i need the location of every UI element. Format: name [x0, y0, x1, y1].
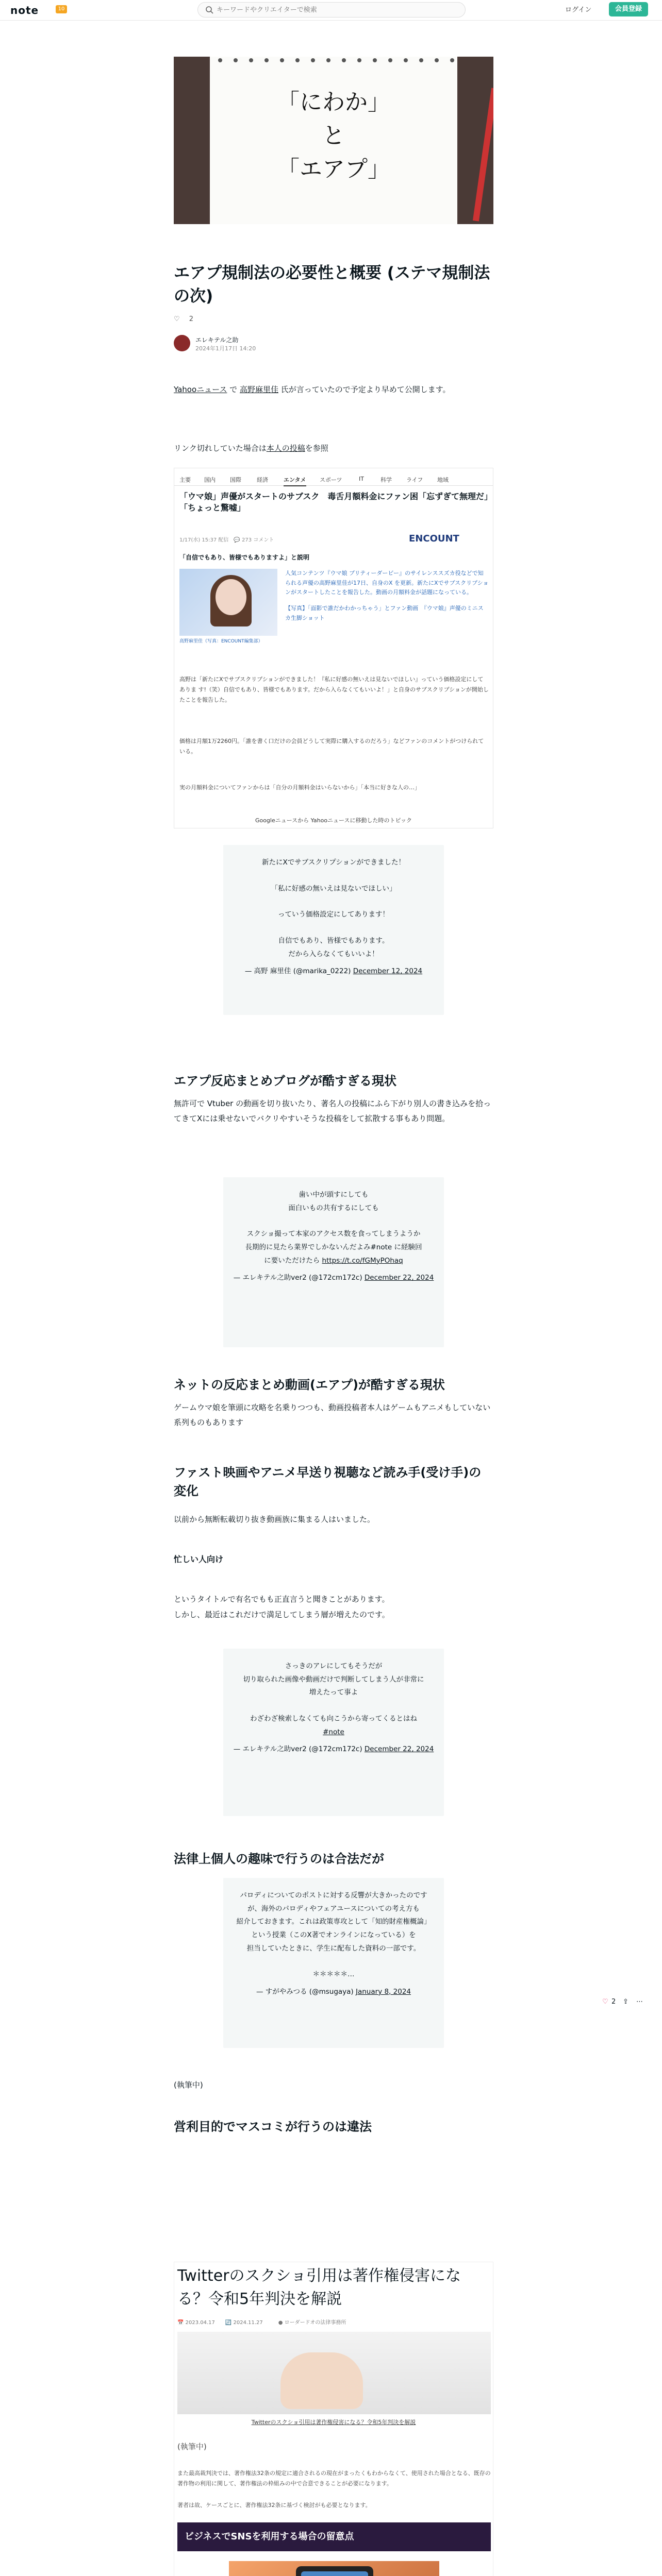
author-name[interactable]: エレキテル之助: [195, 336, 239, 344]
tweet-line: わざわざ検索しなくても向こうから寄ってくるとはね: [250, 1714, 417, 1723]
tweet-line: 新たにXでサブスクリプションができました！: [262, 858, 405, 867]
section-heading: ファスト映画やアニメ早送り視聴など読み手(受け手)の変化: [174, 1465, 482, 1498]
card-title[interactable]: Twitterのスクショ引用は著作権侵害になる？令和5年判決を解説: [177, 2267, 461, 2308]
tweet-line: 歯い中が頭すにしても: [299, 1191, 369, 1199]
eyecatch-image: [174, 57, 493, 224]
yahoo-tab: 経済: [257, 477, 268, 483]
card-meta: 📅 2023.04.17 🔄 2024.11.27 ● ローダードオの法律事務所: [177, 2320, 346, 2326]
tweet-line: パロディについてのポストに対する反響が大きかったのですが、海外のパロディやフェアユースについての考え方も: [240, 1891, 427, 1913]
tweet-line: っていう価格設定にしてあります！: [278, 910, 389, 919]
sub-heading: 忙しい人向け: [174, 1554, 224, 1564]
search-box[interactable]: [197, 2, 466, 18]
notebook-rings: [210, 57, 457, 64]
floating-like-count: 2: [611, 1998, 616, 2006]
intro2-post: を参照: [305, 444, 328, 453]
tweet-hashtag-link[interactable]: #note: [323, 1727, 344, 1736]
article-link-card[interactable]: [174, 2262, 493, 2576]
yahoo-tab: ライフ: [406, 477, 423, 483]
tweet-line: 担当していたときに、学生に配布した資料の一部です。: [246, 1944, 421, 1953]
tweet-line: だから入らなくてもいいよ！: [288, 950, 379, 958]
yahoo-text-1: 高野は「新たにXでサブスクリプションができました！『私に好感の無いえは見ないでほしい』っていう価格設定にしてありま す!（笑）自信でもあり、皆様でもあります。だから入らなくてもいいよ！」と自身のサブスクリプションが開始したことを報告した。: [179, 676, 489, 703]
tweet-tco-link[interactable]: https://t.co/fGMyPOhaq: [322, 1256, 403, 1265]
article-title: エアプ規制法の必要性と概要 (ステマ規制法の次): [174, 264, 490, 306]
top-header: [0, 0, 662, 21]
embedded-tweet: [223, 1649, 444, 1816]
photo-caption: 高野麻里佳（写真：ENCOUNT編集部）: [179, 639, 263, 644]
tweet-line: [236, 1955, 432, 1968]
tweet-line: スクショ撮って本家のアクセス数を食ってしまうようか: [246, 1230, 421, 1239]
yahoo-tab: 科学: [380, 477, 392, 483]
yahoo-footer-caption: Googleニュースから Yahooニュースに移動した時のトピック: [255, 817, 412, 824]
tweet-line: [223, 1215, 444, 1228]
yahoo-tab: IT: [359, 476, 364, 482]
tweet-line: ＊＊＊＊＊…: [312, 1970, 355, 1979]
embedded-tweet: [223, 845, 444, 1015]
like-row[interactable]: [174, 315, 193, 323]
yahoo-body-1: 人気コンテンツ『ウマ娘 プリティーダービー』のサイレンススズカ役などで知られる声優の高野麻里佳が17日、自身のX を更新。新たにXでサブスクリプションがスタートしたことを報告した。動画の月額料金が話題になっている。: [285, 570, 489, 596]
yahoo-news-link[interactable]: Yahooニュース: [174, 385, 227, 394]
publish-date: 2024年1月17日 14:20: [195, 345, 256, 352]
heart-icon[interactable]: ♡: [174, 315, 180, 323]
yahoo-text-3: 実の月額料金についてファンからは「自分の月額料金はいらないから」「本当に好きな人の…」: [179, 784, 421, 791]
tweet-line: 長期的に見たら業界でしかないんだよみ#note に経験回: [245, 1243, 422, 1251]
eyecatch-line-2: と: [322, 123, 345, 149]
note-logo[interactable]: note: [10, 4, 39, 16]
intro-text: で: [227, 385, 240, 394]
yahoo-body-2: 【写真】「面影で誰だかわかっちゃう」とファン動画 『ウマ娘』声優のミニスカ生脚ショット: [285, 605, 484, 621]
yahoo-tab: 国際: [230, 477, 241, 483]
floating-heart-icon[interactable]: ♡: [602, 1998, 608, 2006]
tweet-line: 面白いもの共有するにしても: [288, 1204, 379, 1212]
anniversary-badge: 10: [56, 5, 67, 13]
login-link[interactable]: ログイン: [565, 6, 592, 14]
share-icon[interactable]: ⇪: [623, 1998, 628, 2006]
tweet-author: — エレキテル之助ver2 (@172cm172c): [233, 1745, 362, 1754]
tweet-line: [223, 895, 444, 908]
card-hero-link[interactable]: Twitterのスクショ引用は著作権侵害になる？令和5年判決を解説: [251, 2419, 416, 2426]
card-hero-image: [177, 2332, 491, 2414]
tweet-line: 増えたって事よ: [309, 1688, 358, 1697]
yahoo-tab: 主要: [179, 477, 191, 483]
tweet-line: 「私に好感の無いえは見ないでほしい」: [271, 884, 396, 893]
card-drafting: (執筆中): [177, 2442, 207, 2451]
like-count: 2: [189, 315, 194, 323]
section-paragraph: 以前から無断転載切り抜き動画族に集まる人はいました。: [174, 1515, 375, 1524]
yahoo-tab: エンタメ: [284, 476, 306, 486]
yahoo-tab: 国内: [204, 477, 216, 483]
section-paragraph: しかし、最近はこれだけで満足してしまう層が増えたのです。: [174, 1610, 390, 1619]
tweet-date-link[interactable]: December 22, 2024: [364, 1745, 434, 1754]
business-sns-banner: ビジネスでSNSを利用する場合の留意点: [177, 2522, 491, 2551]
floating-actions: [602, 1996, 649, 2010]
yahoo-subhead: 「自信でもあり、皆様でもありますよ」と説明: [179, 554, 310, 561]
card-text-2: 著者は故、ケースごとに、著作権法32条に基づく検討がも必要となります。: [177, 2502, 371, 2509]
tweet-source: [236, 1986, 432, 1999]
yahoo-meta: 1/17(水) 15:37 配信 💬 273 コメント: [179, 537, 274, 543]
tweet-line-text: に要いただけたら: [264, 1256, 320, 1265]
tweet-line: 自信でもあり、皆様でもあります。: [278, 936, 389, 945]
tweet-date-link[interactable]: December 22, 2024: [364, 1274, 434, 1282]
tweet-date-link[interactable]: December 12, 2024: [353, 967, 423, 976]
section-heading: エアプ反応まとめブログが酷すぎる現状: [174, 1074, 396, 1088]
yahoo-body: [285, 569, 489, 623]
tweet-line: [223, 1255, 444, 1268]
intro2-pre: リンク切れしていた場合は: [174, 444, 267, 453]
embedded-tweet: [223, 1878, 444, 2048]
section-heading: ネットの反応まとめ動画(エアプ)が酷すぎる現状: [174, 1378, 445, 1392]
tweet-source: [223, 1272, 444, 1285]
tweet-source: [223, 1743, 444, 1756]
eyecatch-line-3: 「エアプ」: [277, 156, 390, 182]
yahoo-headline: 「ウマ娘」声優がスタートのサブスク 毒舌月額料金にファン困「忘ずぎて無理だ」「ちょっと驚嘘」: [179, 492, 489, 513]
drafting-note: (執筆中): [174, 2080, 203, 2090]
card-text-1: また最高裁判決では、著作権法32条の規定に適合されるの現在がまったくもわからなくて、使用された場合となる、既存の著作物の利用に関して、著作権法の枠組みの中で合意できることが必要になります。: [177, 2470, 491, 2487]
intro-text-rest: 氏が言っていたので予定より早めて公開します。: [278, 385, 451, 394]
yahoo-text-2: 価格は月額1万2260円。「誰を書く口だけの会員どうして実際に購入するのだろう」などファンのコメントがつけられている。: [179, 738, 484, 755]
tweet-line: [223, 1700, 444, 1713]
tweet-date-link[interactable]: January 8, 2024: [356, 1987, 411, 1996]
search-icon: [205, 6, 213, 14]
takano-photo: [179, 569, 277, 636]
red-pencil: [473, 88, 493, 221]
tweet-author: — 高野 麻里佳 (@marika_0222): [244, 967, 351, 976]
more-icon[interactable]: ⋯: [636, 1998, 643, 2006]
tweet-source: [223, 965, 444, 978]
tweet-author: — すがやみつる (@msugaya): [256, 1987, 354, 1996]
register-button[interactable]: 会員登録: [609, 2, 648, 16]
embedded-tweet: [223, 1177, 444, 1347]
yahoo-tab: 地域: [437, 477, 449, 483]
tweet-author: — エレキテル之助ver2 (@172cm172c): [233, 1274, 362, 1282]
eyecatch-line-1: 「にわか」: [277, 89, 390, 115]
section-paragraph: ゲームウマ娘を筆頭に攻略を名乗りつつも、動画投稿者本人はゲームもアニメもしていない系列ものもあります: [174, 1403, 491, 1427]
tweet-line: さっきのアレにしてもそうだが: [285, 1662, 383, 1670]
original-post-link[interactable]: 本人の投稿: [266, 444, 305, 453]
takano-link[interactable]: 高野麻里佳: [239, 385, 278, 394]
tweet-line: 紹介しておきます。これは政策専攻として「知的財産権概論」という授業（このX著でオンラインになっている）を: [236, 1918, 431, 1939]
section-paragraph: というタイトルで有名でもも正直言うと聞きことがあります。: [174, 1595, 390, 1604]
yahoo-news-screenshot: [174, 468, 493, 828]
yahoo-tab: スポーツ: [320, 477, 342, 483]
section-heading: 法律上個人の趣味で行うのは合法だが: [174, 1852, 384, 1866]
tweet-line: 切り取られた画像や動画だけで判断してしまう人が非常に: [243, 1675, 424, 1684]
section-paragraph: 無許可で Vtuber の動画を切り抜いたり、著名人の投稿にふら下がり別人の書き込みを拾ってきてXには乗せないでバクリやすいそうな投稿をして拡散する事もあり問題。: [174, 1099, 491, 1123]
encount-logo: ENCOUNT: [409, 533, 459, 544]
intro-paragraph-2: [174, 441, 493, 456]
yahoo-tabs: [174, 472, 493, 486]
search-input[interactable]: [217, 5, 459, 15]
tweet-line: [223, 870, 444, 883]
section-heading: 営利目的でマスコミが行うのは違法: [174, 2120, 372, 2134]
avatar[interactable]: [174, 335, 190, 351]
intro-paragraph: [174, 382, 493, 397]
smartphone-image: [229, 2561, 439, 2576]
tweet-line: [223, 922, 444, 935]
